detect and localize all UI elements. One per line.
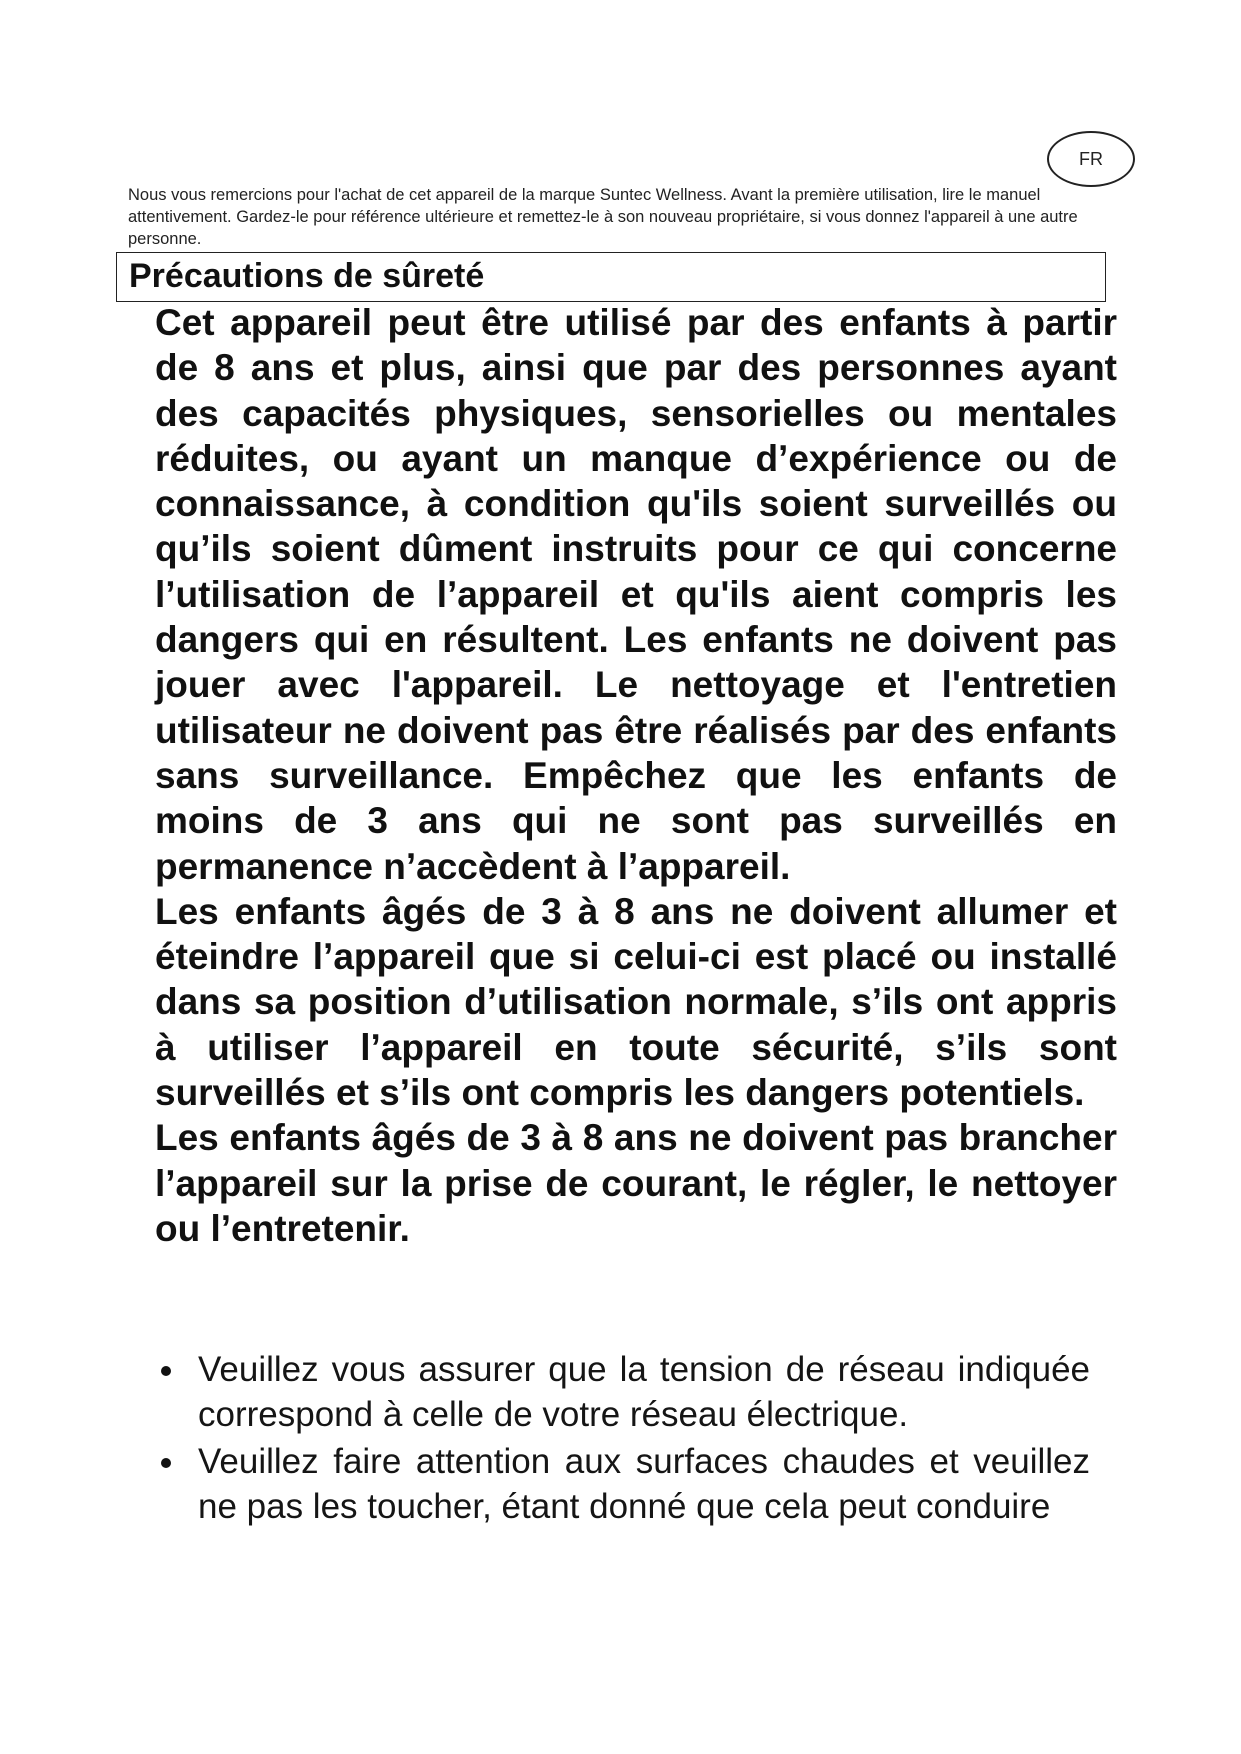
safety-paragraph-plug-in: Les enfants âgés de 3 à 8 ans ne doivent pas brancher l’appareil sur la prise de courant, le régler, le nettoyer ou l’entretenir. xyxy=(155,1117,1117,1249)
section-title: Précautions de sûreté xyxy=(116,252,1106,302)
safety-paragraphs xyxy=(155,300,1117,1251)
bullet-icon xyxy=(161,1458,171,1468)
bullet-text-voltage: Veuillez vous assurer que la tension de réseau indiquée correspond à celle de votre réseau électrique. xyxy=(198,1350,1090,1434)
intro-text: Nous vous remercions pour l'achat de cet appareil de la marque Suntec Wellness. Avant la première utilisation, lire le manuel attentivement. Gardez-le pour référence ultérieure et remettez-le à son nouveau propriétaire, si vous donnez l'appareil à une autre personne. xyxy=(128,186,1078,248)
language-badge xyxy=(1047,131,1135,187)
safety-paragraph-switch-on-off: Les enfants âgés de 3 à 8 ans ne doivent allumer et éteindre l’appareil que si celui-ci est placé ou installé dans sa position d’utilisation normale, s’ils ont appris à utiliser l’appareil en toute sécurité, s’ils sont surveillés et s’ils ont compris les dangers potentiels. xyxy=(155,890,1117,1114)
language-badge-label: FR xyxy=(1079,148,1103,169)
safety-bullet-list xyxy=(155,1347,1090,1531)
list-item xyxy=(155,1439,1090,1529)
bullet-icon xyxy=(161,1366,171,1376)
safety-paragraph-children-supervision: Cet appareil peut être utilisé par des enfants à partir de 8 ans et plus, ainsi que par des personnes ayant des capacités physiques, sensorielles ou mentales réduites, ou ayant un manque d’expérience ou de connaissance, à condition qu'ils soient surveillés ou qu’ils soient dûment instruits pour ce qui concerne l’utilisation de l’appareil et qu'ils aient compris les dangers qui en résultent. Les enfants ne doivent pas jouer avec l'appareil. Le nettoyage et l'entretien utilisateur ne doivent pas être réalisés par des enfants sans surveillance. Empêchez que les enfants de moins de 3 ans qui ne sont pas surveillés en permanence n’accèdent à l’appareil. xyxy=(155,302,1117,887)
bullet-text-hot-surfaces: Veuillez faire attention aux surfaces chaudes et veuillez ne pas les toucher, étant donné que cela peut conduire xyxy=(198,1442,1090,1526)
list-item xyxy=(155,1347,1090,1437)
